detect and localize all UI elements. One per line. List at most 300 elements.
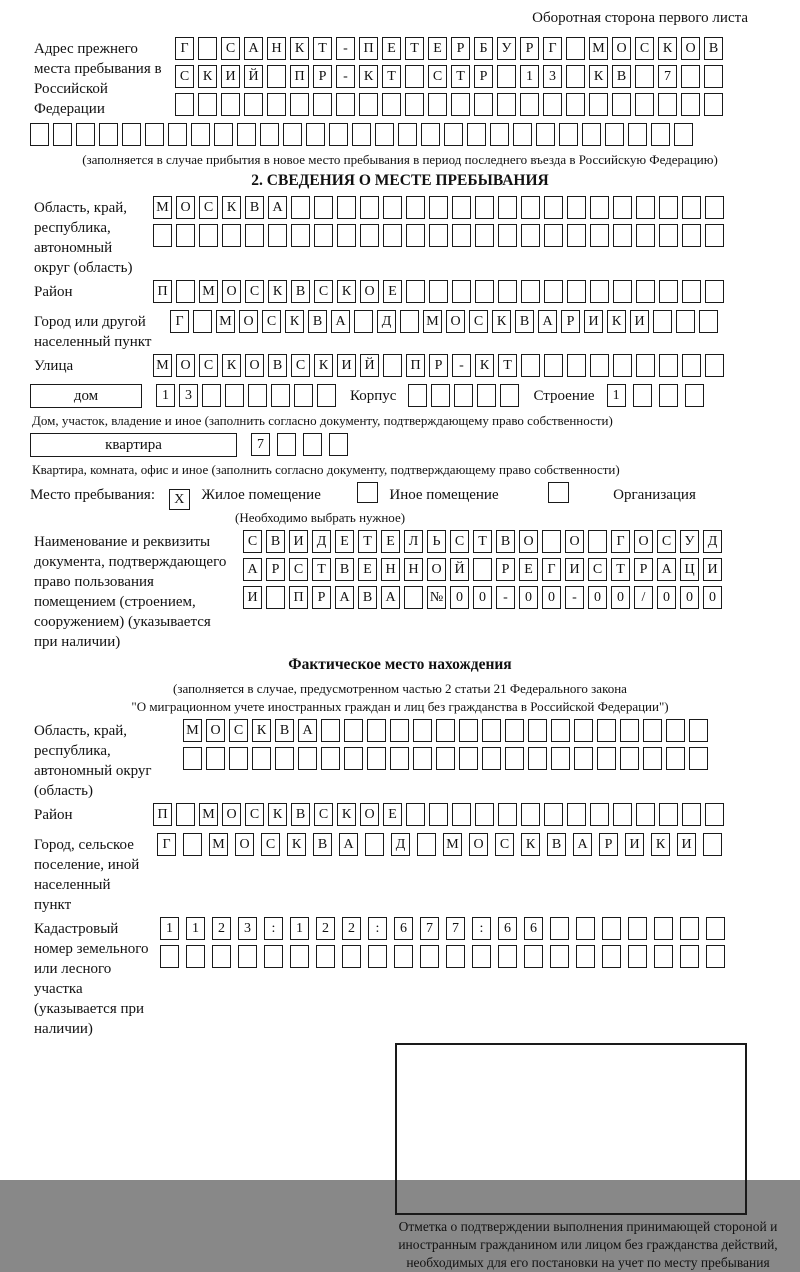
char-cell[interactable] (682, 354, 701, 377)
char-cell[interactable]: И (337, 354, 356, 377)
char-cell[interactable] (635, 65, 654, 88)
char-cell[interactable] (550, 945, 569, 968)
char-cell[interactable] (498, 224, 517, 247)
char-cell[interactable]: 1 (156, 384, 175, 407)
char-cell[interactable] (498, 280, 517, 303)
char-cell[interactable]: Й (244, 65, 263, 88)
char-cell[interactable]: А (657, 558, 676, 581)
char-cell[interactable]: М (443, 833, 462, 856)
char-cell[interactable] (636, 803, 655, 826)
char-cell[interactable]: В (291, 280, 310, 303)
char-cell[interactable] (528, 747, 547, 770)
char-cell[interactable]: В (612, 65, 631, 88)
char-cell[interactable] (521, 803, 540, 826)
char-cell[interactable]: 0 (519, 586, 538, 609)
apartment-cells[interactable] (251, 433, 355, 458)
char-cell[interactable] (168, 123, 187, 146)
char-cell[interactable]: С (291, 354, 310, 377)
char-cell[interactable] (544, 803, 563, 826)
prev-address-row-1[interactable] (175, 37, 770, 62)
char-cell[interactable]: И (630, 310, 649, 333)
char-cell[interactable]: В (266, 530, 285, 553)
char-cell[interactable] (682, 803, 701, 826)
char-cell[interactable] (452, 280, 471, 303)
char-cell[interactable]: 3 (179, 384, 198, 407)
char-cell[interactable] (680, 917, 699, 940)
char-cell[interactable]: 0 (703, 586, 722, 609)
char-cell[interactable] (360, 224, 379, 247)
char-cell[interactable] (597, 719, 616, 742)
char-cell[interactable]: С (450, 530, 469, 553)
char-cell[interactable] (321, 747, 340, 770)
char-cell[interactable] (497, 93, 516, 116)
char-cell[interactable] (266, 586, 285, 609)
char-cell[interactable] (613, 803, 632, 826)
char-cell[interactable]: 0 (473, 586, 492, 609)
char-cell[interactable]: С (199, 196, 218, 219)
char-cell[interactable]: С (245, 280, 264, 303)
char-cell[interactable] (681, 93, 700, 116)
char-cell[interactable] (689, 747, 708, 770)
char-cell[interactable] (703, 833, 722, 856)
char-cell[interactable] (336, 93, 355, 116)
char-cell[interactable]: И (289, 530, 308, 553)
char-cell[interactable]: Р (474, 65, 493, 88)
char-cell[interactable]: 0 (588, 586, 607, 609)
char-cell[interactable] (53, 123, 72, 146)
char-cell[interactable] (706, 917, 725, 940)
char-cell[interactable]: О (612, 37, 631, 60)
char-cell[interactable] (505, 719, 524, 742)
char-cell[interactable] (176, 280, 195, 303)
char-cell[interactable] (321, 719, 340, 742)
char-cell[interactable] (406, 280, 425, 303)
char-cell[interactable]: К (268, 803, 287, 826)
char-cell[interactable] (682, 224, 701, 247)
char-cell[interactable] (628, 945, 647, 968)
char-cell[interactable] (238, 945, 257, 968)
char-cell[interactable]: Г (542, 558, 561, 581)
char-cell[interactable]: К (337, 280, 356, 303)
char-cell[interactable]: О (206, 719, 225, 742)
char-cell[interactable] (705, 224, 724, 247)
char-cell[interactable]: Е (383, 280, 402, 303)
char-cell[interactable] (199, 224, 218, 247)
actual-district-row[interactable] (153, 803, 728, 828)
char-cell[interactable] (404, 586, 423, 609)
char-cell[interactable]: В (547, 833, 566, 856)
char-cell[interactable] (436, 747, 455, 770)
char-cell[interactable] (367, 719, 386, 742)
char-cell[interactable]: К (589, 65, 608, 88)
char-cell[interactable] (122, 123, 141, 146)
char-cell[interactable]: В (308, 310, 327, 333)
char-cell[interactable] (602, 917, 621, 940)
char-cell[interactable] (306, 123, 325, 146)
char-cell[interactable] (590, 354, 609, 377)
char-cell[interactable] (417, 833, 436, 856)
char-cell[interactable]: О (176, 354, 195, 377)
char-cell[interactable] (277, 433, 296, 456)
char-cell[interactable] (521, 354, 540, 377)
char-cell[interactable] (452, 224, 471, 247)
char-cell[interactable]: А (298, 719, 317, 742)
char-cell[interactable] (431, 384, 450, 407)
char-cell[interactable] (160, 945, 179, 968)
char-cell[interactable] (452, 803, 471, 826)
char-cell[interactable]: П (153, 803, 172, 826)
char-cell[interactable] (500, 384, 519, 407)
char-cell[interactable]: М (153, 354, 172, 377)
char-cell[interactable] (221, 93, 240, 116)
char-cell[interactable]: 2 (212, 917, 231, 940)
char-cell[interactable] (521, 224, 540, 247)
char-cell[interactable]: 1 (607, 384, 626, 407)
char-cell[interactable]: Д (312, 530, 331, 553)
char-cell[interactable] (383, 196, 402, 219)
char-cell[interactable]: Ц (680, 558, 699, 581)
char-cell[interactable] (198, 37, 217, 60)
char-cell[interactable]: Г (175, 37, 194, 60)
region-row-1[interactable] (153, 196, 770, 221)
char-cell[interactable] (659, 384, 678, 407)
char-cell[interactable] (383, 224, 402, 247)
char-cell[interactable]: 0 (450, 586, 469, 609)
char-cell[interactable] (446, 945, 465, 968)
char-cell[interactable] (183, 833, 202, 856)
char-cell[interactable] (659, 803, 678, 826)
char-cell[interactable] (337, 196, 356, 219)
char-cell[interactable]: Т (312, 558, 331, 581)
char-cell[interactable] (566, 65, 585, 88)
char-cell[interactable] (681, 65, 700, 88)
char-cell[interactable]: К (287, 833, 306, 856)
char-cell[interactable] (475, 280, 494, 303)
char-cell[interactable]: 7 (251, 433, 270, 456)
char-cell[interactable]: О (469, 833, 488, 856)
street-row[interactable] (153, 354, 728, 379)
cadastral-row-1[interactable] (160, 917, 770, 942)
char-cell[interactable] (467, 123, 486, 146)
char-cell[interactable] (472, 945, 491, 968)
char-cell[interactable] (682, 196, 701, 219)
char-cell[interactable] (268, 224, 287, 247)
char-cell[interactable]: Р (313, 65, 332, 88)
char-cell[interactable]: 1 (520, 65, 539, 88)
char-cell[interactable] (368, 945, 387, 968)
char-cell[interactable] (244, 93, 263, 116)
actual-city-row[interactable] (157, 833, 729, 858)
char-cell[interactable]: К (290, 37, 309, 60)
char-cell[interactable] (477, 384, 496, 407)
char-cell[interactable] (354, 310, 373, 333)
char-cell[interactable] (175, 93, 194, 116)
char-cell[interactable] (676, 310, 695, 333)
char-cell[interactable]: И (584, 310, 603, 333)
char-cell[interactable] (680, 945, 699, 968)
char-cell[interactable]: : (368, 917, 387, 940)
char-cell[interactable] (597, 747, 616, 770)
char-cell[interactable]: Т (405, 37, 424, 60)
char-cell[interactable] (291, 196, 310, 219)
char-cell[interactable] (582, 123, 601, 146)
char-cell[interactable] (405, 93, 424, 116)
char-cell[interactable]: Т (498, 354, 517, 377)
char-cell[interactable]: П (359, 37, 378, 60)
char-cell[interactable]: О (360, 803, 379, 826)
char-cell[interactable] (659, 224, 678, 247)
char-cell[interactable] (475, 196, 494, 219)
char-cell[interactable] (633, 384, 652, 407)
char-cell[interactable] (654, 945, 673, 968)
char-cell[interactable]: 0 (611, 586, 630, 609)
char-cell[interactable]: О (245, 354, 264, 377)
char-cell[interactable] (436, 719, 455, 742)
char-cell[interactable]: П (406, 354, 425, 377)
char-cell[interactable] (360, 196, 379, 219)
char-cell[interactable]: К (359, 65, 378, 88)
prev-address-row-4[interactable] (30, 123, 770, 148)
char-cell[interactable] (275, 747, 294, 770)
char-cell[interactable]: Д (703, 530, 722, 553)
char-cell[interactable] (267, 65, 286, 88)
char-cell[interactable] (283, 123, 302, 146)
char-cell[interactable] (674, 123, 693, 146)
char-cell[interactable]: С (243, 530, 262, 553)
char-cell[interactable]: С (262, 310, 281, 333)
char-cell[interactable] (429, 196, 448, 219)
char-cell[interactable] (498, 803, 517, 826)
char-cell[interactable] (659, 280, 678, 303)
char-cell[interactable] (186, 945, 205, 968)
cadastral-row-2[interactable] (160, 945, 770, 970)
char-cell[interactable]: Е (335, 530, 354, 553)
char-cell[interactable] (544, 354, 563, 377)
char-cell[interactable]: О (239, 310, 258, 333)
char-cell[interactable]: А (573, 833, 592, 856)
char-cell[interactable]: Е (383, 803, 402, 826)
char-cell[interactable] (551, 719, 570, 742)
char-cell[interactable]: С (635, 37, 654, 60)
char-cell[interactable]: 3 (238, 917, 257, 940)
char-cell[interactable]: В (496, 530, 515, 553)
char-cell[interactable]: - (565, 586, 584, 609)
char-cell[interactable]: С (245, 803, 264, 826)
char-cell[interactable] (490, 123, 509, 146)
char-cell[interactable] (636, 354, 655, 377)
char-cell[interactable]: Р (599, 833, 618, 856)
char-cell[interactable] (620, 719, 639, 742)
char-cell[interactable] (654, 917, 673, 940)
char-cell[interactable] (459, 747, 478, 770)
char-cell[interactable]: У (680, 530, 699, 553)
char-cell[interactable]: В (268, 354, 287, 377)
char-cell[interactable] (198, 93, 217, 116)
char-cell[interactable]: О (446, 310, 465, 333)
char-cell[interactable]: 0 (542, 586, 561, 609)
char-cell[interactable] (314, 196, 333, 219)
char-cell[interactable]: Г (157, 833, 176, 856)
char-cell[interactable] (602, 945, 621, 968)
char-cell[interactable]: С (469, 310, 488, 333)
char-cell[interactable] (576, 945, 595, 968)
char-cell[interactable] (245, 224, 264, 247)
char-cell[interactable] (590, 803, 609, 826)
char-cell[interactable] (588, 530, 607, 553)
char-cell[interactable] (505, 747, 524, 770)
char-cell[interactable]: К (222, 196, 241, 219)
char-cell[interactable] (222, 224, 241, 247)
char-cell[interactable] (459, 719, 478, 742)
char-cell[interactable]: А (339, 833, 358, 856)
region-row-2[interactable] (153, 224, 770, 249)
char-cell[interactable] (193, 310, 212, 333)
char-cell[interactable]: Ь (427, 530, 446, 553)
char-cell[interactable] (613, 280, 632, 303)
char-cell[interactable] (590, 196, 609, 219)
char-cell[interactable]: Е (358, 558, 377, 581)
char-cell[interactable] (643, 747, 662, 770)
char-cell[interactable] (659, 196, 678, 219)
char-cell[interactable]: Р (429, 354, 448, 377)
char-cell[interactable] (544, 224, 563, 247)
char-cell[interactable]: И (703, 558, 722, 581)
district-row[interactable] (153, 280, 728, 305)
char-cell[interactable] (375, 123, 394, 146)
char-cell[interactable]: С (175, 65, 194, 88)
char-cell[interactable] (628, 123, 647, 146)
char-cell[interactable] (405, 65, 424, 88)
char-cell[interactable] (237, 123, 256, 146)
char-cell[interactable] (528, 719, 547, 742)
char-cell[interactable] (176, 224, 195, 247)
char-cell[interactable] (291, 224, 310, 247)
document-row-1[interactable] (243, 530, 770, 555)
char-cell[interactable]: К (222, 354, 241, 377)
char-cell[interactable]: А (381, 586, 400, 609)
char-cell[interactable] (643, 719, 662, 742)
char-cell[interactable] (473, 558, 492, 581)
char-cell[interactable]: : (472, 917, 491, 940)
char-cell[interactable]: - (336, 65, 355, 88)
char-cell[interactable] (420, 945, 439, 968)
char-cell[interactable] (704, 65, 723, 88)
prev-address-row-2[interactable] (175, 65, 770, 90)
char-cell[interactable]: № (427, 586, 446, 609)
char-cell[interactable]: Т (382, 65, 401, 88)
char-cell[interactable] (550, 917, 569, 940)
document-row-3[interactable] (243, 586, 770, 611)
char-cell[interactable]: 3 (543, 65, 562, 88)
char-cell[interactable] (390, 747, 409, 770)
char-cell[interactable]: В (313, 833, 332, 856)
char-cell[interactable] (314, 224, 333, 247)
char-cell[interactable] (264, 945, 283, 968)
char-cell[interactable] (344, 747, 363, 770)
char-cell[interactable] (252, 747, 271, 770)
stroenie-cells[interactable] (607, 384, 711, 409)
char-cell[interactable]: К (337, 803, 356, 826)
char-cell[interactable] (267, 93, 286, 116)
char-cell[interactable] (536, 123, 555, 146)
char-cell[interactable] (590, 280, 609, 303)
char-cell[interactable]: П (289, 586, 308, 609)
char-cell[interactable] (567, 280, 586, 303)
char-cell[interactable] (444, 123, 463, 146)
char-cell[interactable] (482, 719, 501, 742)
char-cell[interactable] (214, 123, 233, 146)
char-cell[interactable] (498, 196, 517, 219)
char-cell[interactable] (520, 93, 539, 116)
char-cell[interactable]: М (199, 803, 218, 826)
char-cell[interactable]: 2 (342, 917, 361, 940)
char-cell[interactable]: Б (474, 37, 493, 60)
actual-region-row-1[interactable] (183, 719, 770, 744)
checkbox-organization[interactable] (548, 482, 569, 503)
char-cell[interactable]: 0 (680, 586, 699, 609)
char-cell[interactable] (191, 123, 210, 146)
char-cell[interactable]: М (153, 196, 172, 219)
char-cell[interactable] (429, 803, 448, 826)
char-cell[interactable] (428, 93, 447, 116)
char-cell[interactable] (613, 224, 632, 247)
char-cell[interactable] (400, 310, 419, 333)
char-cell[interactable]: Т (313, 37, 332, 60)
char-cell[interactable] (408, 384, 427, 407)
char-cell[interactable] (342, 945, 361, 968)
char-cell[interactable]: Р (451, 37, 470, 60)
char-cell[interactable]: И (625, 833, 644, 856)
char-cell[interactable]: К (521, 833, 540, 856)
char-cell[interactable] (482, 747, 501, 770)
char-cell[interactable]: И (221, 65, 240, 88)
char-cell[interactable] (225, 384, 244, 407)
char-cell[interactable] (699, 310, 718, 333)
char-cell[interactable] (705, 196, 724, 219)
char-cell[interactable] (337, 224, 356, 247)
char-cell[interactable] (498, 945, 517, 968)
char-cell[interactable]: С (314, 803, 333, 826)
char-cell[interactable]: К (268, 280, 287, 303)
char-cell[interactable]: В (245, 196, 264, 219)
char-cell[interactable] (454, 384, 473, 407)
char-cell[interactable]: О (360, 280, 379, 303)
char-cell[interactable] (544, 280, 563, 303)
char-cell[interactable] (474, 93, 493, 116)
char-cell[interactable]: Р (496, 558, 515, 581)
char-cell[interactable]: 7 (446, 917, 465, 940)
char-cell[interactable]: В (275, 719, 294, 742)
char-cell[interactable] (544, 196, 563, 219)
char-cell[interactable]: О (222, 280, 241, 303)
char-cell[interactable] (590, 224, 609, 247)
char-cell[interactable]: М (183, 719, 202, 742)
actual-region-row-2[interactable] (183, 747, 770, 772)
char-cell[interactable]: О (235, 833, 254, 856)
char-cell[interactable] (290, 945, 309, 968)
char-cell[interactable]: Г (170, 310, 189, 333)
char-cell[interactable]: Н (381, 558, 400, 581)
checkbox-other-premises[interactable] (357, 482, 378, 503)
char-cell[interactable] (212, 945, 231, 968)
char-cell[interactable] (576, 917, 595, 940)
char-cell[interactable]: И (565, 558, 584, 581)
char-cell[interactable] (574, 719, 593, 742)
char-cell[interactable]: С (588, 558, 607, 581)
char-cell[interactable]: О (519, 530, 538, 553)
char-cell[interactable] (313, 93, 332, 116)
char-cell[interactable]: О (634, 530, 653, 553)
